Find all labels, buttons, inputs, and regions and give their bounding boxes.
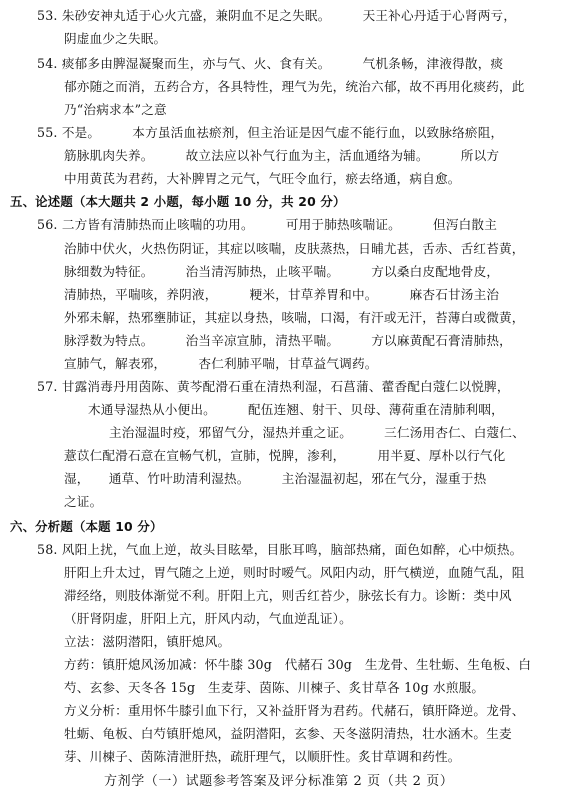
- answer-57-line-4: 薏苡仁配滑石意在宣畅气机，宣肺，悦脾，渗利， 用半夏、厚朴以行气化: [64, 448, 506, 463]
- answer-53-line-1: 53. 朱砂安神丸适于心火亢盛，兼阴血不足之失眠。 天王补心丹适于心肾两亏，: [37, 8, 517, 23]
- answer-56-line-4: 清肺热，平喘咳，养阴液， 粳米，甘草养胃和中。 麻杏石甘汤主治: [64, 287, 500, 302]
- answer-58-method: 立法：滋阴潜阳，镇肝熄风。: [64, 634, 231, 649]
- answer-58-prescription-1: 方药：镇肝熄风汤加减：怀牛膝 30g 代赭石 30g 生龙骨、生牡蛎、生龟板、白: [64, 657, 532, 672]
- answer-58-line-4: （肝肾阴虚，肝阳上亢，肝风内动，气血逆乱证）。: [64, 611, 352, 626]
- answer-58-analysis-3: 芽、川楝子、茵陈清泄肝热，疏肝理气，以顺肝性。炙甘草调和药性。: [64, 749, 461, 764]
- answer-57-line-6: 之证。: [64, 494, 103, 509]
- answer-56-line-6: 脉浮数为特点。 治当辛凉宣肺，清热平喘。 方以麻黄配石膏清肺热，: [64, 333, 512, 348]
- answer-57-line-2: 木通导湿热从小便出。 配伍连翘、射干、贝母、薄荷重在清肺利咽，: [88, 402, 504, 417]
- answer-55-line-3: 中用黄芪为君药，大补脾胃之元气，气旺令血行，瘀去络通，病自愈。: [64, 171, 461, 186]
- answer-58-prescription-2: 芍、玄参、天冬各 15g 生麦芽、茵陈、川楝子、炙甘草各 10g 水煎服。: [64, 680, 485, 695]
- answer-56-line-3: 脉细数为特征。 治当清泻肺热，止咳平喘。 方以桑白皮配地骨皮，: [64, 264, 500, 279]
- answer-56-line-1: 56. 二方皆有清肺热而止咳喘的功用。 可用于肺热咳喘证。 但泻白散主: [37, 217, 498, 232]
- answer-55-line-2: 筋脉肌肉失养。 故立法应以补气行血为主，活血通络为辅。 所以方: [64, 148, 500, 163]
- answer-57-line-1: 57. 甘露消毒丹用茵陈、黄芩配滑石重在清热利湿，石菖蒲、藿香配白蔻仁以悦脾，: [37, 379, 510, 394]
- answer-58-line-3: 滞经络，则肢体渐觉不利。肝阳上亢，则舌红苔少，脉弦长有力。诊断：类中风: [64, 588, 512, 603]
- answer-56-line-5: 外邪未解，热邪壅肺证，其症以身热，咳喘，口渴，有汗或无汗，苔薄白或微黄，: [64, 310, 525, 325]
- answer-53-line-2: 阴虚血少之失眠。: [64, 31, 167, 46]
- section-5-heading: 五、论述题（本大题共 2 小题，每小题 10 分，共 20 分）: [10, 194, 346, 209]
- answer-54-line-1: 54. 痰郁多由脾湿凝聚而生，亦与气、火、食有关。 气机条畅，津液得散，痰: [37, 56, 504, 71]
- answer-54-line-2: 郁亦随之而消，五药合方，各具特性，理气为先，统治六郁，故不再用化痰药，此: [64, 79, 525, 94]
- answer-56-line-7: 宣肺气，解表邪， 杏仁利肺平喘，甘草益气调药。: [64, 356, 378, 371]
- answer-58-line-2: 肝阳上升太过，胃气随之上逆，则时时嗳气。风阳内动，肝气横逆，血随气乱，阻: [64, 565, 525, 580]
- answer-58-line-1: 58. 风阳上扰，气血上逆，故头目眩晕，目胀耳鸣，脑部热痛，面色如醉，心中烦热。: [37, 542, 523, 557]
- answer-58-analysis-2: 牡蛎、龟板、白芍镇肝熄风，益阴潜阳，玄参、天冬滋阴清热，壮水涵木。生麦: [64, 726, 512, 741]
- answer-54-line-3: 乃“治病求本”之意: [64, 102, 167, 117]
- answer-55-line-1: 55. 不是。 本方虽活血祛瘀剂，但主治证是因气虚不能行血，以致脉络瘀阻，: [37, 125, 504, 140]
- answer-56-line-2: 治肺中伏火，火热伤阴证，其症以咳喘，皮肤蒸热，日晡尤甚，舌赤、舌红苔黄，: [64, 241, 525, 256]
- answer-58-analysis-1: 方义分析：重用怀牛膝引血下行，又补益肝肾为君药。代赭石，镇肝降逆。龙骨、: [64, 703, 525, 718]
- answer-57-line-3: 主治湿温时疫，邪留气分，湿热并重之证。 三仁汤用杏仁、白蔻仁、: [109, 425, 525, 440]
- answer-57-line-5: 湿， 通草、竹叶助清利湿热。 主治湿温初起，邪在气分，湿重于热: [64, 471, 487, 486]
- page-footer: 方剂学（一）试题参考答案及评分标准第 2 页（共 2 页）: [104, 774, 454, 789]
- section-6-heading: 六、分析题（本题 10 分）: [10, 519, 163, 534]
